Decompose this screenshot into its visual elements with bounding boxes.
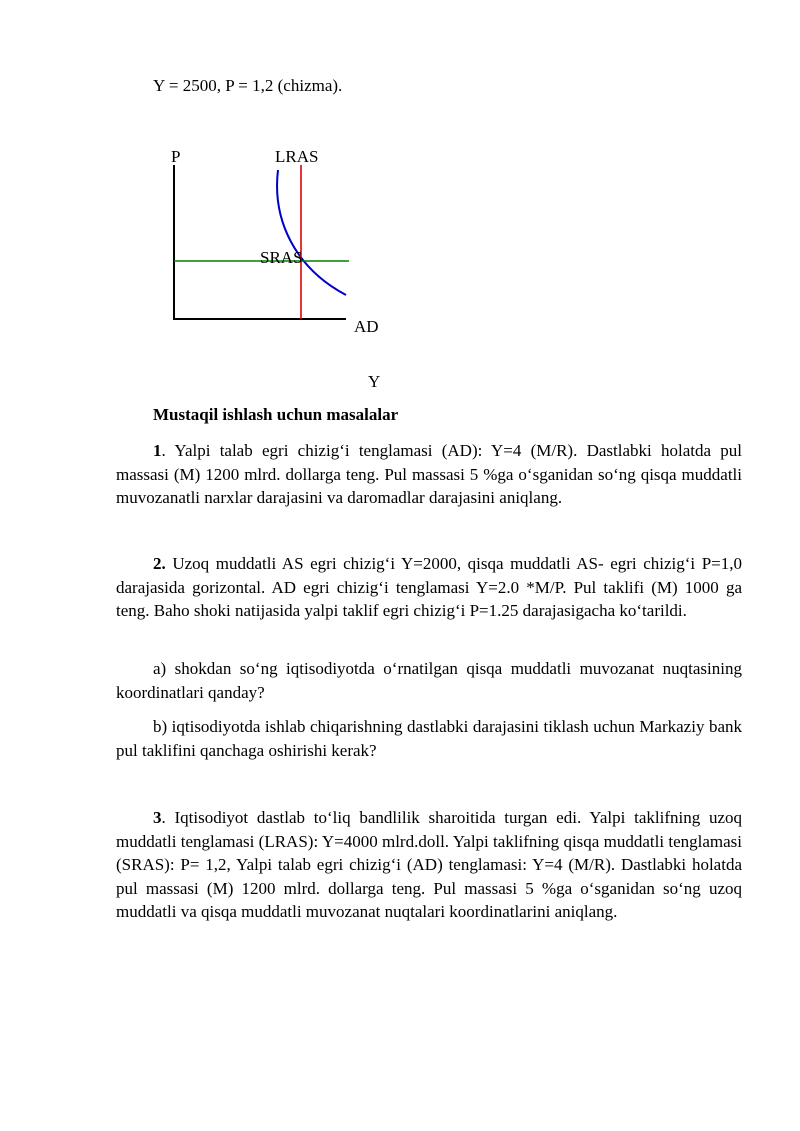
diagram-svg: [160, 140, 400, 400]
lras-label: LRAS: [275, 147, 319, 166]
problem-1-number: 1: [153, 441, 162, 460]
problem-2-a: a) shokdan so‘ng iqtisodiyotda o‘rnatilgan qisqa muddatli muvozanat nuqtasining koordinatlari qanday?: [116, 659, 742, 702]
problem-2-text: Uzoq muddatli AS egri chizig‘i Y=2000, qisqa muddatli AS- egri chizig‘i P=1,0 darajasida gorizontal. AD egri chizig‘i tenglamasi Y=2.0 *M/P. Pul taklifi (M) 1000 ga teng. Baho shoki natijasida yalpi taklif egri chizig‘i P=1.25 darajasigacha ko‘tarildi.: [116, 554, 742, 620]
problem-3-number: 3: [153, 808, 162, 827]
ad-label: AD: [354, 317, 379, 336]
sras-label: SRAS: [260, 248, 303, 267]
ad-curve: [277, 170, 346, 295]
problem-2-b: b) iqtisodiyotda ishlab chiqarishning dastlabki darajasini tiklash uchun Markaziy bank pul taklifini qanchaga oshirishi kerak?: [116, 717, 742, 760]
problem-2: [116, 552, 742, 623]
y-axis-label: Y: [368, 372, 381, 391]
as-ad-diagram: [160, 140, 400, 400]
problem-3-text: . Iqtisodiyot dastlab to‘liq bandlilik sharoitida turgan edi. Yalpi taklifning uzoq muddatli tenglamasi (LRAS): Y=4000 mlrd.doll. Yalpi taklifning qisqa muddatli tenglamasi (SRAS): P= 1,2, Yalpi talab egri chizig‘i (AD) tenglamasi: Y=4 (M/R). Dastlabki holatda pul massasi (M) 1200 mlrd. dollarga teng. Pul massasi 5 %ga o‘sganidan so‘ng uzoq muddatli va qisqa muddatli muvozanat nuqtalari koordinatlarini aniqlang.: [116, 808, 742, 921]
problem-3: [116, 806, 742, 924]
p-axis-label: P: [171, 147, 181, 166]
intro-line: Y = 2500, P = 1,2 (chizma).: [153, 76, 343, 95]
section-heading: Mustaqil ishlash uchun masalalar: [153, 405, 399, 424]
problem-1: [116, 439, 742, 510]
problem-2-number: 2.: [153, 554, 166, 573]
problem-1-text: . Yalpi talab egri chizig‘i tenglamasi (AD): Y=4 (M/R). Dastlabki holatda pul massasi (M) 1200 mlrd. dollarga teng. Pul massasi 5 %ga o‘sganidan so‘ng qisqa muddatli muvozanatli narxlar darajasini va daromadlar darajasini aniqlang.: [116, 441, 742, 507]
